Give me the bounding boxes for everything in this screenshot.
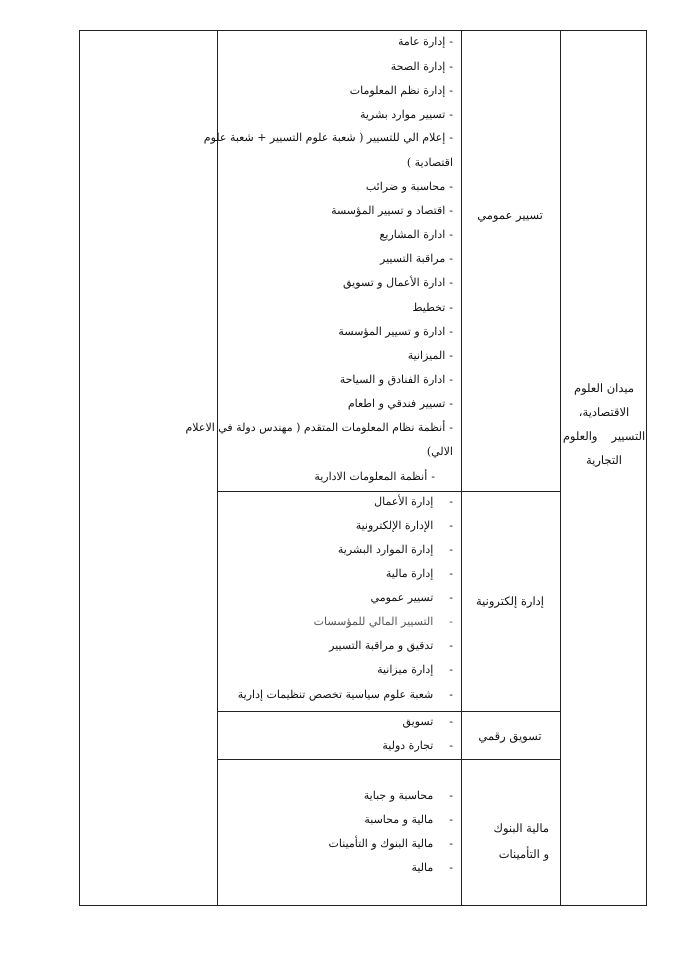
branch-name-line: مالية البنوك — [493, 821, 549, 835]
domain-line: التسيير — [611, 429, 646, 443]
list-item: -تدقيق و مراقبة التسيير — [329, 639, 453, 652]
specialty-list — [220, 711, 453, 759]
list-item: -إدارة ميزانية — [377, 663, 453, 676]
list-item: -محاسبة و جباية — [363, 789, 453, 802]
specialty-list — [220, 759, 453, 907]
list-item: -مالية البنوك و التأمينات — [328, 837, 453, 850]
list-item: -محاسبة و ضرائب — [365, 180, 453, 193]
branch-name-line: و التأمينات — [498, 847, 549, 861]
list-item: -أنظمة المعلومات الادارية — [314, 470, 435, 483]
list-item: -تسويق — [402, 715, 453, 728]
requirements-table — [79, 30, 647, 906]
list-item: -أنظمة نظام المعلومات المتقدم ( مهندس دولة في الاعلام — [185, 421, 453, 434]
list-item: اقتصادية ) — [406, 156, 453, 169]
specialty-list — [220, 491, 453, 711]
list-item: -إدارة الموارد البشرية — [337, 543, 453, 556]
list-item: -تسيير موارد بشرية — [359, 108, 453, 121]
list-item: -تسيير عمومي — [370, 591, 453, 604]
list-item: -الإدارة الإلكترونية — [355, 519, 453, 532]
list-item: -تخطيط — [412, 301, 453, 314]
list-item: -إدارة نظم المعلومات — [349, 84, 453, 97]
list-item: -مالية و محاسبة — [364, 813, 453, 826]
domain-line: الاقتصادية، — [578, 405, 630, 419]
list-item: -إدارة مالية — [385, 567, 453, 580]
list-item: -ادارة المشاريع — [379, 228, 453, 241]
branch-name: إدارة إلكترونية — [475, 594, 544, 608]
list-item: -إعلام الي للتسيير ( شعبة علوم التسيير + شعبة علوم — [203, 131, 453, 144]
column-divider — [217, 31, 218, 905]
list-item: الالي) — [426, 445, 453, 458]
list-item: -الميزانية — [407, 349, 453, 362]
list-item: -التسيير المالي للمؤسسات — [313, 615, 453, 628]
list-item: -تجارة دولية — [382, 739, 453, 752]
domain-line: ميدان العلوم — [573, 381, 635, 395]
specialty-list — [185, 31, 453, 491]
list-item: -ادارة الفنادق و السياحة — [339, 373, 453, 386]
branch-name — [463, 815, 557, 867]
list-item: -ادارة الأعمال و تسويق — [343, 276, 453, 289]
branch-name: تسيير عمومي — [477, 208, 543, 222]
column-divider — [560, 31, 561, 905]
column-divider — [461, 31, 462, 905]
list-item: -إدارة الصحة — [390, 60, 453, 73]
list-item: -اقتصاد و تسيير المؤسسة — [331, 204, 453, 217]
list-item: -ادارة و تسيير المؤسسة — [338, 325, 453, 338]
domain-line: والعلوم — [562, 429, 598, 443]
list-item: -إدارة الأعمال — [374, 495, 453, 508]
domain-cell — [562, 376, 646, 472]
list-item: -شعبة علوم سياسية تخصص تنظيمات إدارية — [237, 688, 453, 701]
branch-name: تسويق رقمي — [478, 729, 542, 743]
list-item: -مالية — [411, 861, 453, 874]
list-item: -إدارة عامة — [397, 35, 453, 48]
domain-line: التجارية — [585, 453, 623, 467]
list-item: -تسيير فندقي و اطعام — [347, 397, 453, 410]
list-item: -مراقبة التسيير — [380, 252, 453, 265]
